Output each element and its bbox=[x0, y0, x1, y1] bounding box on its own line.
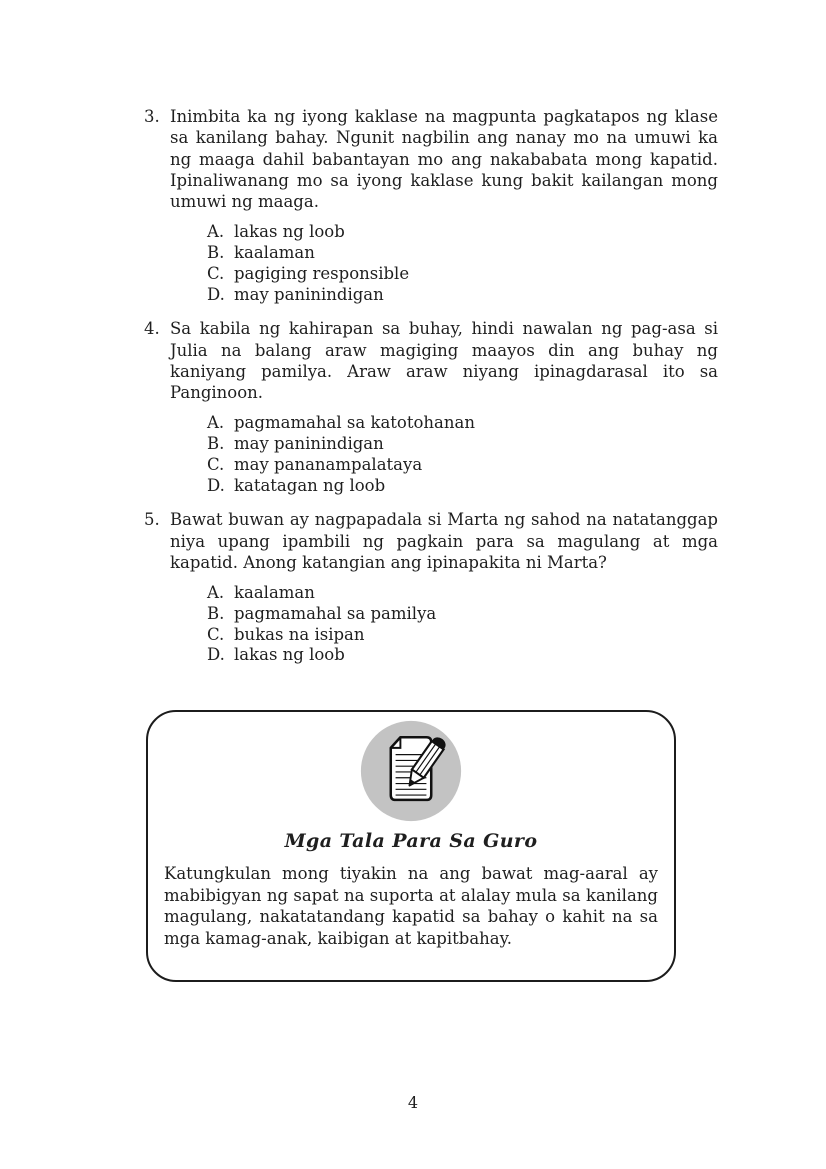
option-letter: B. bbox=[207, 603, 225, 623]
question-text: Bawat buwan ay nagpapadala si Marta ng sahod na natatanggap niya upang ipambili ng pagkain para sa magulang at mga kapatid. Anong katangian ang ipinapakita ni Marta? bbox=[170, 510, 718, 572]
option-list bbox=[207, 222, 718, 305]
option-text: katatagan ng loob bbox=[234, 475, 386, 495]
option-letter: C. bbox=[207, 454, 225, 474]
option-text: kaalaman bbox=[234, 243, 315, 263]
question-text: Inimbita ka ng iyong kaklase na magpunta pagkatapos ng klase sa kanilang bahay. Ngunit nagbilin ang nanay mo na umuwi ka ng maaga dahil babantayan mo ang nakababata mong kapatid. Ipinaliwanang mo sa iyong kaklase kung bakit kailangan mong umuwi ng maaga. bbox=[170, 107, 718, 212]
option-text: pagiging responsible bbox=[234, 263, 410, 283]
option-letter: B. bbox=[207, 243, 225, 263]
option-list bbox=[207, 583, 718, 666]
option-letter: A. bbox=[207, 222, 225, 242]
question-item-3 bbox=[144, 106, 718, 305]
question-item-5 bbox=[144, 509, 718, 666]
page-content bbox=[144, 106, 718, 982]
option-c bbox=[207, 625, 718, 646]
option-d bbox=[207, 645, 718, 666]
option-a bbox=[207, 583, 718, 604]
option-text: lakas ng loob bbox=[234, 222, 345, 242]
option-text: kaalaman bbox=[234, 583, 315, 603]
question-text: Sa kabila ng kahirapan sa buhay, hindi nawalan ng pag-asa si Julia na balang araw magiging maayos din ang buhay ng kaniyang pamilya. Araw araw niyang ipinagdarasal ito sa Panginoon. bbox=[170, 319, 718, 403]
page-number: 4 bbox=[407, 1093, 419, 1112]
option-letter: A. bbox=[207, 583, 225, 603]
option-text: lakas ng loob bbox=[234, 645, 345, 665]
option-b bbox=[207, 434, 718, 455]
option-text: may paninindigan bbox=[234, 284, 384, 304]
option-a bbox=[207, 222, 718, 243]
option-c bbox=[207, 455, 718, 476]
option-letter: A. bbox=[207, 413, 225, 433]
option-d bbox=[207, 285, 718, 306]
question-number: 4. bbox=[144, 319, 160, 339]
option-letter: B. bbox=[207, 434, 225, 454]
option-text: bukas na isipan bbox=[234, 624, 365, 644]
question-body bbox=[170, 509, 718, 666]
option-text: pagmamahal sa katotohanan bbox=[234, 413, 475, 433]
option-letter: C. bbox=[207, 263, 225, 283]
option-letter: C. bbox=[207, 624, 225, 644]
note-box-title: Mga Tala Para Sa Guro bbox=[284, 830, 538, 852]
question-body bbox=[170, 106, 718, 305]
option-letter: D. bbox=[207, 645, 225, 665]
option-text: may paninindigan bbox=[234, 434, 384, 454]
question-number: 3. bbox=[144, 107, 160, 126]
option-letter: D. bbox=[207, 284, 225, 304]
option-b bbox=[207, 604, 718, 625]
option-c bbox=[207, 264, 718, 285]
option-text: may pananampalataya bbox=[234, 454, 423, 474]
teacher-note-box bbox=[146, 710, 676, 982]
pencil-paper-icon bbox=[358, 718, 464, 824]
note-box-body: Katungkulan mong tiyakin na ang bawat mag-aaral ay mabibigyan ng sapat na suporta at alalay mula sa kanilang magulang, nakatatandang kapatid sa bahay o kahit na sa mga kamag-anak, kaibigan at kapitbahay. bbox=[164, 864, 658, 949]
option-letter: D. bbox=[207, 475, 225, 495]
option-d bbox=[207, 476, 718, 497]
option-list bbox=[207, 413, 718, 496]
question-item-4 bbox=[144, 318, 718, 496]
option-b bbox=[207, 243, 718, 264]
question-number: 5. bbox=[144, 510, 160, 530]
option-text: pagmamahal sa pamilya bbox=[234, 603, 437, 623]
option-a bbox=[207, 413, 718, 434]
question-body bbox=[170, 318, 718, 496]
